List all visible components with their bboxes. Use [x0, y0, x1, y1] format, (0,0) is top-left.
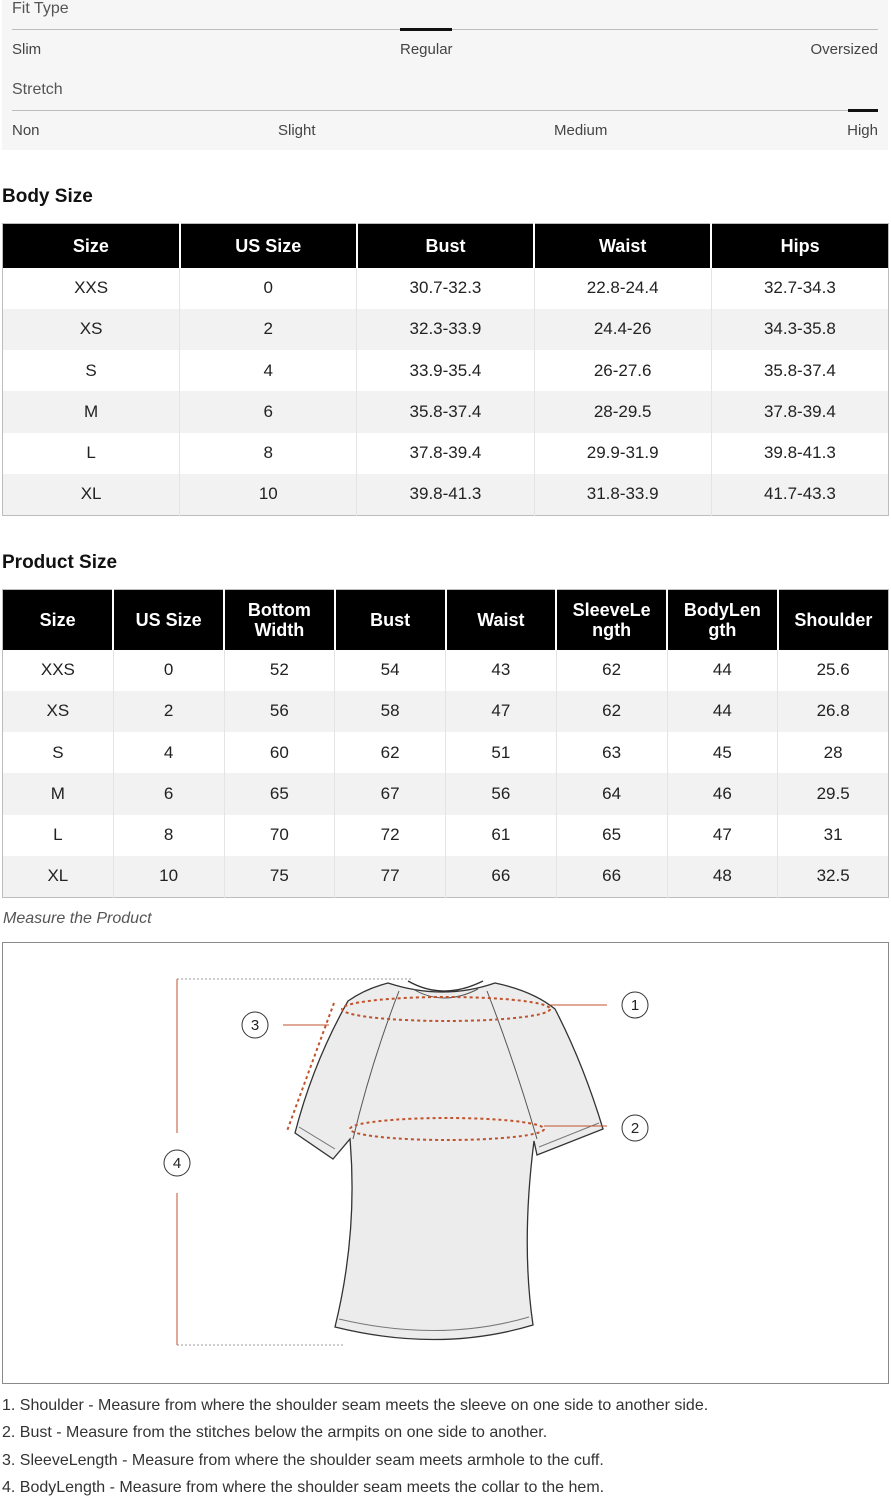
- table-row: [3, 433, 889, 474]
- table-cell: 26.8: [778, 691, 889, 732]
- column-header: BodyLen gth: [667, 590, 778, 650]
- table-cell: 28: [778, 732, 889, 773]
- table-cell: 37.8-39.4: [357, 433, 534, 474]
- table-cell: 77: [335, 856, 446, 897]
- stretch-selected-marker: [848, 109, 878, 112]
- marker-2-label: 2: [630, 1120, 640, 1137]
- table-cell: L: [86, 443, 96, 463]
- table-cell: 35.8-37.4: [357, 391, 534, 432]
- table-cell: 62: [335, 732, 446, 773]
- table-cell: 32.7-34.3: [711, 268, 888, 309]
- table-row: [3, 474, 889, 515]
- column-header: Size: [3, 590, 114, 650]
- note-shoulder: 1. Shoulder - Measure from where the shoulder seam meets the sleeve on one side to another side.: [2, 1397, 709, 1414]
- table-cell: 2: [180, 309, 357, 350]
- table-cell: XS: [3, 309, 180, 350]
- table-cell: 22.8-24.4: [534, 268, 711, 309]
- marker-4-label: 4: [172, 1155, 182, 1172]
- table-cell: 26-27.6: [534, 350, 711, 391]
- fit-type-label-regular: Regular: [400, 41, 453, 58]
- table-cell: 28-29.5: [534, 391, 711, 432]
- column-header: Bust: [335, 590, 446, 650]
- table-cell: 56: [446, 773, 557, 814]
- table-cell: S: [85, 360, 97, 380]
- table-cell: 37.8-39.4: [711, 391, 888, 432]
- table-cell: 10: [180, 474, 357, 515]
- table-row: [3, 691, 889, 732]
- table-row: [3, 268, 889, 309]
- column-header: Waist: [534, 224, 711, 268]
- table-cell: 44: [667, 650, 778, 691]
- fit-type-title: Fit Type: [12, 0, 69, 17]
- note-sleeve-length: 3. SleeveLength - Measure from where the shoulder seam meets armhole to the cuff.: [2, 1451, 604, 1469]
- product-size-title: Product Size: [2, 552, 118, 573]
- column-header: SleeveLe ngth: [556, 590, 667, 650]
- table-cell: 45: [667, 732, 778, 773]
- table-cell: 29.5: [778, 773, 889, 814]
- table-cell: 39.8-41.3: [357, 474, 534, 515]
- table-row: [3, 732, 889, 773]
- table-cell: 66: [556, 856, 667, 897]
- table-cell: 51: [446, 732, 557, 773]
- table-cell: 54: [335, 650, 446, 691]
- table-header-row: [3, 590, 889, 650]
- table-cell: 52: [224, 650, 335, 691]
- table-cell: 0: [180, 268, 357, 309]
- table-cell: 39.8-41.3: [711, 433, 888, 474]
- table-cell: 43: [446, 650, 557, 691]
- measure-caption: Measure the Product: [3, 910, 152, 927]
- table-cell: XL: [3, 474, 180, 515]
- table-cell: 67: [335, 773, 446, 814]
- column-header: Shoulder: [778, 590, 889, 650]
- table-cell: 72: [335, 815, 446, 856]
- table-cell: 32.3-33.9: [357, 309, 534, 350]
- table-row: [3, 856, 889, 897]
- table-cell: 70: [224, 815, 335, 856]
- tshirt-measurement-illustration: [3, 943, 888, 1383]
- column-header: Waist: [446, 590, 557, 650]
- table-cell: XL: [3, 856, 114, 897]
- table-cell: 44: [667, 691, 778, 732]
- table-cell: 6: [113, 773, 224, 814]
- table-cell: 6: [180, 391, 357, 432]
- stretch-label-non: Non: [12, 122, 40, 139]
- table-row: [3, 350, 889, 391]
- table-cell: 56: [224, 691, 335, 732]
- table-cell: 58: [335, 691, 446, 732]
- note-body-length: 4. BodyLength - Measure from where the shoulder seam meets the collar to the hem.: [2, 1478, 605, 1496]
- body-size-title: Body Size: [2, 186, 93, 207]
- measurement-diagram: [2, 942, 889, 1384]
- table-cell: L: [53, 825, 63, 845]
- table-cell: M: [3, 773, 114, 814]
- table-cell: 4: [113, 732, 224, 773]
- fit-type-label-slim: Slim: [12, 41, 42, 58]
- table-cell: 60: [224, 732, 335, 773]
- table-row: [3, 650, 889, 691]
- table-cell: 8: [180, 433, 357, 474]
- table-cell: 64: [556, 773, 667, 814]
- table-cell: 24.4-26: [534, 309, 711, 350]
- tshirt-outline: [295, 983, 603, 1340]
- body-size-table: [2, 223, 889, 516]
- stretch-label-slight: Slight: [278, 122, 316, 139]
- column-header: Size: [3, 224, 180, 268]
- stretch-title: Stretch: [12, 81, 63, 98]
- table-cell: 29.9-31.9: [534, 433, 711, 474]
- table-cell: 33.9-35.4: [357, 350, 534, 391]
- column-header: Hips: [711, 224, 888, 268]
- table-cell: 32.5: [778, 856, 889, 897]
- table-cell: XXS: [74, 278, 109, 298]
- table-cell: 61: [446, 815, 557, 856]
- table-cell: 47: [446, 691, 557, 732]
- table-cell: 2: [113, 691, 224, 732]
- table-row: [3, 391, 889, 432]
- table-cell: M: [3, 391, 180, 432]
- stretch-label-medium: Medium: [554, 122, 608, 139]
- table-cell: 75: [224, 856, 335, 897]
- table-cell: 31: [778, 815, 889, 856]
- fit-type-label-oversized: Oversized: [810, 41, 878, 58]
- column-header: Bottom Width: [224, 590, 335, 650]
- table-cell: 31.8-33.9: [534, 474, 711, 515]
- table-cell: 62: [556, 691, 667, 732]
- table-cell: 10: [113, 856, 224, 897]
- product-size-table: [2, 589, 889, 898]
- column-header: US Size: [113, 590, 224, 650]
- table-cell: 25.6: [778, 650, 889, 691]
- table-cell: 47: [667, 815, 778, 856]
- note-bust: 2. Bust - Measure from the stitches below the armpits on one side to another.: [2, 1424, 548, 1442]
- table-cell: 62: [556, 650, 667, 691]
- column-header: US Size: [180, 224, 357, 268]
- table-cell: 46: [667, 773, 778, 814]
- table-row: [3, 773, 889, 814]
- table-cell: XS: [3, 691, 114, 732]
- table-header-row: [3, 224, 889, 268]
- measurement-notes: [2, 1396, 882, 1505]
- table-cell: XXS: [40, 660, 75, 680]
- table-cell: 4: [180, 350, 357, 391]
- column-header: Bust: [357, 224, 534, 268]
- table-cell: 66: [446, 856, 557, 897]
- stretch-label-high: High: [847, 122, 878, 139]
- table-cell: S: [52, 742, 64, 762]
- table-cell: 0: [113, 650, 224, 691]
- table-cell: 63: [556, 732, 667, 773]
- stretch-scale-line: [12, 110, 878, 111]
- table-row: [3, 309, 889, 350]
- table-cell: 30.7-32.3: [357, 268, 534, 309]
- table-cell: 65: [556, 815, 667, 856]
- marker-3-label: 3: [250, 1017, 260, 1034]
- fit-type-selected-marker: [400, 28, 452, 31]
- table-cell: 35.8-37.4: [711, 350, 888, 391]
- table-cell: 65: [224, 773, 335, 814]
- marker-1-label: 1: [630, 997, 640, 1014]
- fit-stretch-panel: [2, 0, 888, 150]
- table-cell: 8: [113, 815, 224, 856]
- table-cell: 41.7-43.3: [711, 474, 888, 515]
- table-cell: 34.3-35.8: [711, 309, 888, 350]
- table-cell: 48: [667, 856, 778, 897]
- table-row: [3, 815, 889, 856]
